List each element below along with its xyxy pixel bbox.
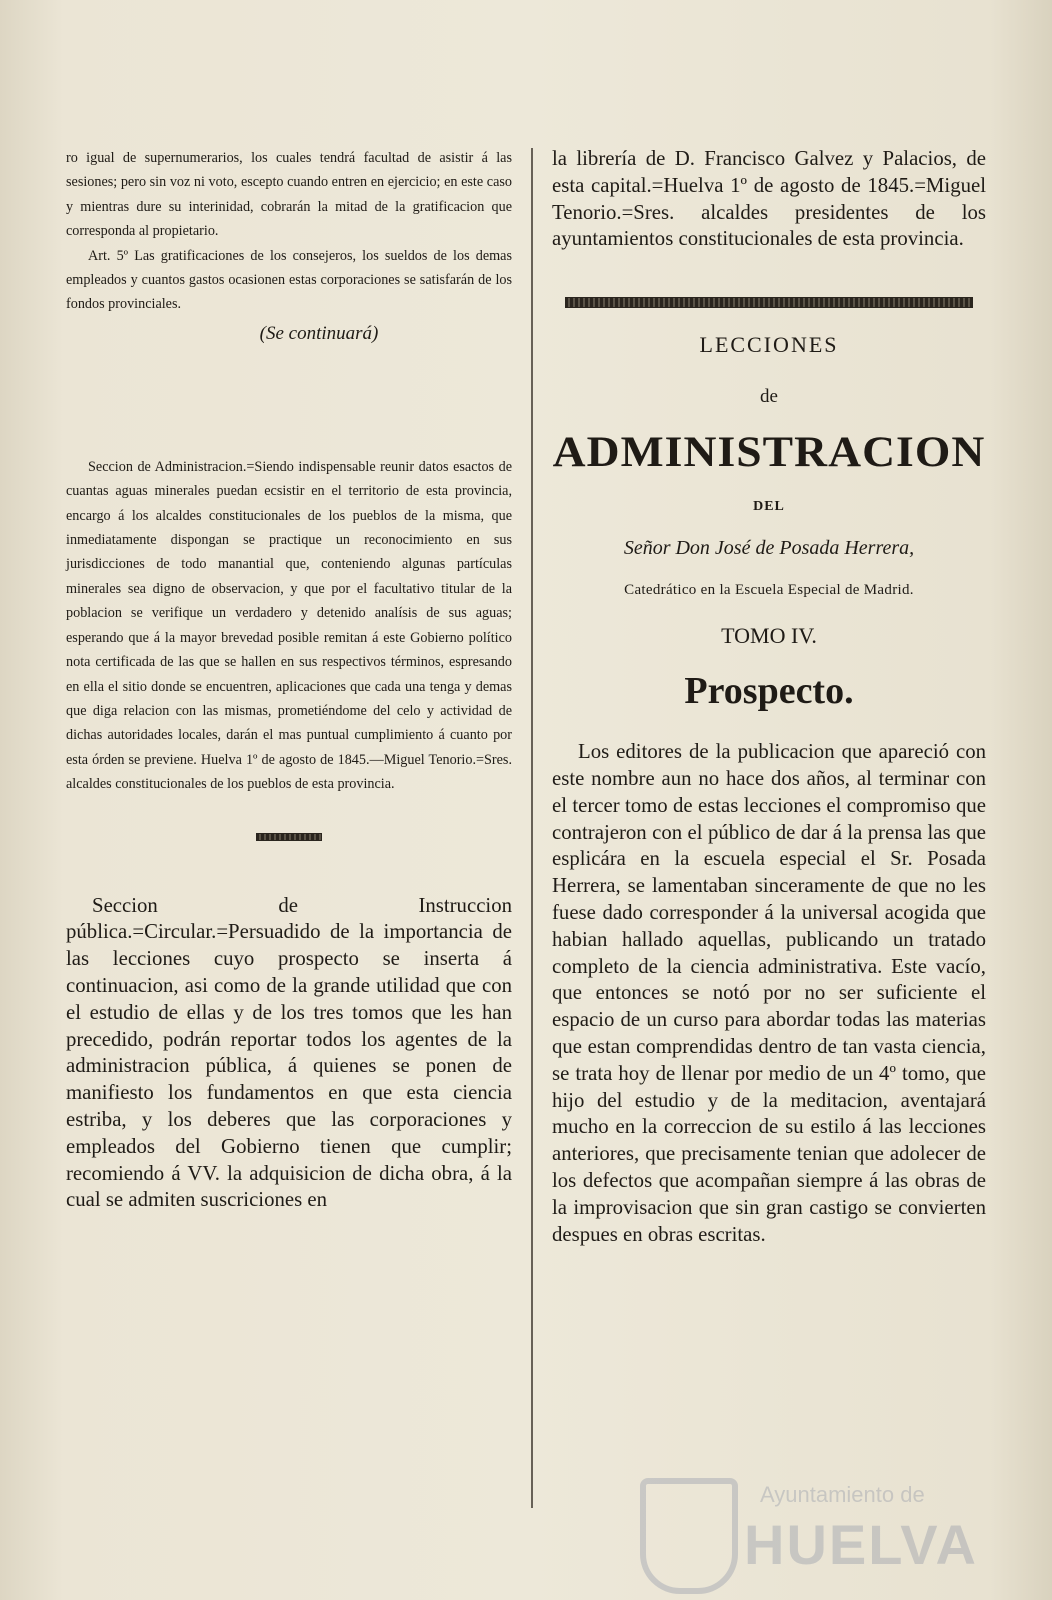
instruction-circular: Seccion de Instruccion pública.=Circular.=Persuadido de la importancia de las lecciones cuyo prospecto se inserta á continuacion, asi como de la grande utilidad que con el estudio de ellas y de los tres tomos que les han precedido, podrán reportar todos los agentes de la administracion pública, á quienes se ponen de manifiesto los fundamentos en que esta ciencia estriba, y los deberes que las corporaciones y empleados del Gobierno tienen que cumplir; recomiendo á VV. la adquisicion de dicha obra, á la cual se admiten suscriciones en bbox=[66, 893, 512, 1212]
title-position: Catedrático en la Escuela Especial de Madrid. bbox=[624, 582, 914, 599]
column-divider bbox=[531, 148, 533, 1508]
circular-continuation: la librería de D. Francisco Galvez y Palacios, de esta capital.=Huelva 1º de agosto de 1845.=Miguel Tenorio.=Sres. alcaldes presidentes de los ayuntamientos constitucionales de esta provincia. bbox=[552, 147, 986, 251]
watermark-line1: Ayuntamiento de bbox=[760, 1482, 925, 1507]
ornament-divider bbox=[565, 297, 973, 308]
administration-notice: Seccion de Administracion.=Siendo indispensable reunir datos esactos de cuantas aguas minerales puedan ecsistir en el territorio de esta provincia, encargo á los alcaldes constitucionales de los pueblos de la misma, que inmediatamente dispongan se practique un reconocimiento en sus jurisdicciones de todo manantial que, conteniendo algunas partículas minerales sea digno de observacion, y que por el facultativo titular de la poblacion se verifique un verdadero y detenido analísis de sus aguas; esperando que á la mayor brevedad posible remitan á este Gobierno político nota certificada de las que se hallen en sus respectivos términos, espresando en ella el sitio donde se encuentren, aplicaciones que cada una tenga y demas que diga relacion con las mismas, prometiéndome del celo y actividad de dichas autoridades locales, darán el mas puntual cumplimiento á cuanto por esta órden se previene. Huelva 1º de agosto de 1845.—Miguel Tenorio.=Sres. alcaldes constitucionales de los pueblos de esta provincia. bbox=[66, 458, 512, 793]
article-5-text: Art. 5º Las gratificaciones de los consejeros, los sueldos de los demas empleados y cuantos gastos ocasionen estas corporaciones se satisfarán de los fondos provinciales. bbox=[66, 247, 512, 313]
spacer bbox=[66, 345, 512, 455]
title-author: Señor Don José de Posada Herrera, bbox=[623, 537, 915, 560]
continue-note: (Se continuará) bbox=[259, 322, 379, 344]
title-de: de bbox=[760, 386, 778, 408]
left-column bbox=[66, 146, 512, 1214]
article-text: ro igual de supernumerarios, los cuales tendrá facultad de asistir á las sesiones; pero sin voz ni voto, escepto cuando entren en ejercicio; en este caso y mientras dure su interinidad, cobrarán la mitad de la gratificacion que corresponda al propietario. bbox=[66, 150, 512, 240]
ornament-divider bbox=[256, 833, 322, 841]
title-lecciones: LECCIONES bbox=[699, 332, 839, 358]
right-column bbox=[552, 146, 986, 1248]
title-del: DEL bbox=[753, 499, 785, 515]
title-tomo: TOMO IV. bbox=[721, 623, 817, 649]
coat-of-arms-icon bbox=[640, 1478, 738, 1594]
title-prospecto: Prospecto. bbox=[684, 670, 854, 713]
book-announcement bbox=[552, 332, 986, 713]
watermark-line2: HUELVA bbox=[744, 1513, 978, 1576]
prospectus-body: Los editores de la publicacion que apareció con este nombre aun no hace dos años, al terminar con el tercer tomo de estas lecciones el compromiso que contrajeron con el público de dar á la prensa las que esplicára en la escuela especial el Sr. Posada Herrera, se lamentaban sinceramente de que no les fuese dado corresponder á la universal acogida que habian hallado aquellas, publicando un tratado completo de la ciencia administrativa. Este vacío, que entonces se notó por no ser suficiente el espacio de un curso para abordar todas las materias que estan comprendidas dentro de tan vasta ciencia, se trata hoy de llenar por medio de un 4º tomo, que hijo del estudio y de la meditacion, aventajará mucho en la correccion de su estilo á las lecciones anteriores, que precisamente tenian que adolecer de los defectos que acompañan siempre á las obras de la improvisacion que sin gran castigo se convierten despues en obras escritas. bbox=[552, 740, 986, 1246]
archive-watermark bbox=[640, 1478, 980, 1590]
title-administracion: ADMINISTRACION bbox=[552, 429, 986, 477]
